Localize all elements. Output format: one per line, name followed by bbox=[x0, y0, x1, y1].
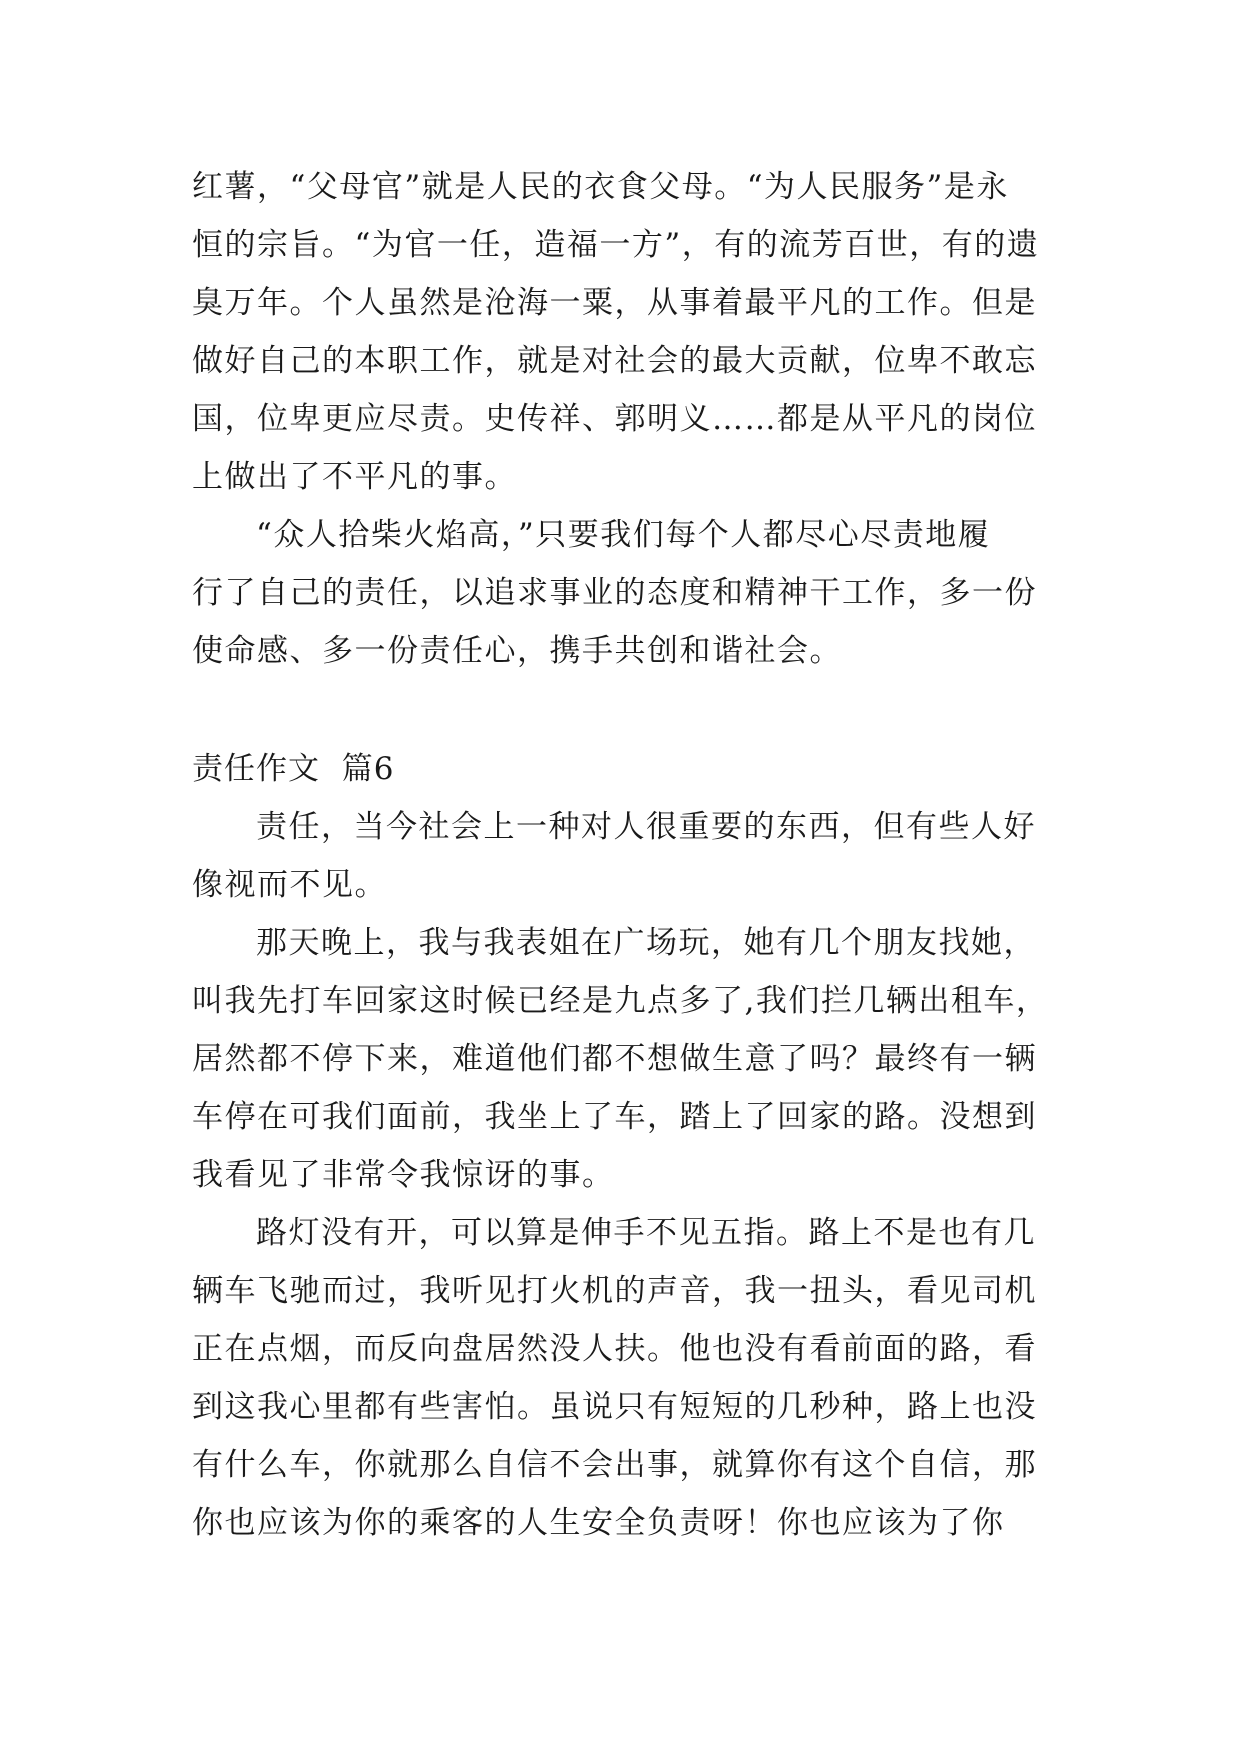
paragraph bbox=[192, 506, 1057, 680]
section-spacer bbox=[192, 680, 1057, 740]
section-heading: 责任作文 篇6 bbox=[192, 751, 395, 787]
text-line: 我看见了非常令我惊讶的事。 bbox=[192, 1157, 615, 1193]
text-line: 车停在可我们面前，我坐上了车，踏上了回家的路。没想到 bbox=[192, 1099, 1037, 1135]
paragraph bbox=[192, 914, 1057, 1204]
text-line: 辆车飞驰而过，我听见打火机的声音，我一扭头，看见司机 bbox=[192, 1273, 1037, 1309]
paragraph bbox=[192, 1204, 1057, 1552]
text-line: 路灯没有开，可以算是伸手不见五指。路上不是也有几 bbox=[256, 1215, 1036, 1251]
text-line: 正在点烟，而反向盘居然没人扶。他也没有看前面的路，看 bbox=[192, 1331, 1037, 1367]
text-line: 红薯，“父母官”就是人民的衣食父母。“为人民服务”是永 bbox=[192, 169, 1009, 205]
text-line: “众人拾柴火焰高，”只要我们每个人都尽心尽责地履 bbox=[256, 517, 991, 553]
text-line: 叫我先打车回家这时候已经是九点多了,我们拦几辆出租车， bbox=[192, 983, 1049, 1019]
text-line: 像视而不见。 bbox=[192, 867, 387, 903]
text-line: 到这我心里都有些害怕。虽说只有短短的几秒种，路上也没 bbox=[192, 1389, 1037, 1425]
text-line: 有什么车，你就那么自信不会出事，就算你有这个自信，那 bbox=[192, 1447, 1037, 1483]
text-line: 那天晚上，我与我表姐在广场玩，她有几个朋友找她， bbox=[256, 925, 1036, 961]
text-line: 责任，当今社会上一种对人很重要的东西，但有些人好 bbox=[256, 809, 1036, 845]
paragraph bbox=[192, 798, 1057, 914]
text-line: 你也应该为你的乘客的人生安全负责呀！你也应该为了你 bbox=[192, 1505, 1005, 1541]
text-line: 国，位卑更应尽责。史传祥、郭明义……都是从平凡的岗位 bbox=[192, 401, 1037, 437]
text-line: 恒的宗旨。“为官一任，造福一方”，有的流芳百世，有的遗 bbox=[192, 227, 1040, 263]
text-line: 使命感、多一份责任心，携手共创和谐社会。 bbox=[192, 633, 842, 669]
text-line: 做好自己的本职工作，就是对社会的最大贡献，位卑不敢忘 bbox=[192, 343, 1037, 379]
paragraph bbox=[192, 158, 1057, 506]
document-page bbox=[192, 158, 1057, 1552]
text-line: 行了自己的责任，以追求事业的态度和精神干工作，多一份 bbox=[192, 575, 1037, 611]
text-line: 上做出了不平凡的事。 bbox=[192, 459, 517, 495]
text-line: 臭万年。个人虽然是沧海一粟，从事着最平凡的工作。但是 bbox=[192, 285, 1037, 321]
text-line: 居然都不停下来，难道他们都不想做生意了吗？最终有一辆 bbox=[192, 1041, 1037, 1077]
